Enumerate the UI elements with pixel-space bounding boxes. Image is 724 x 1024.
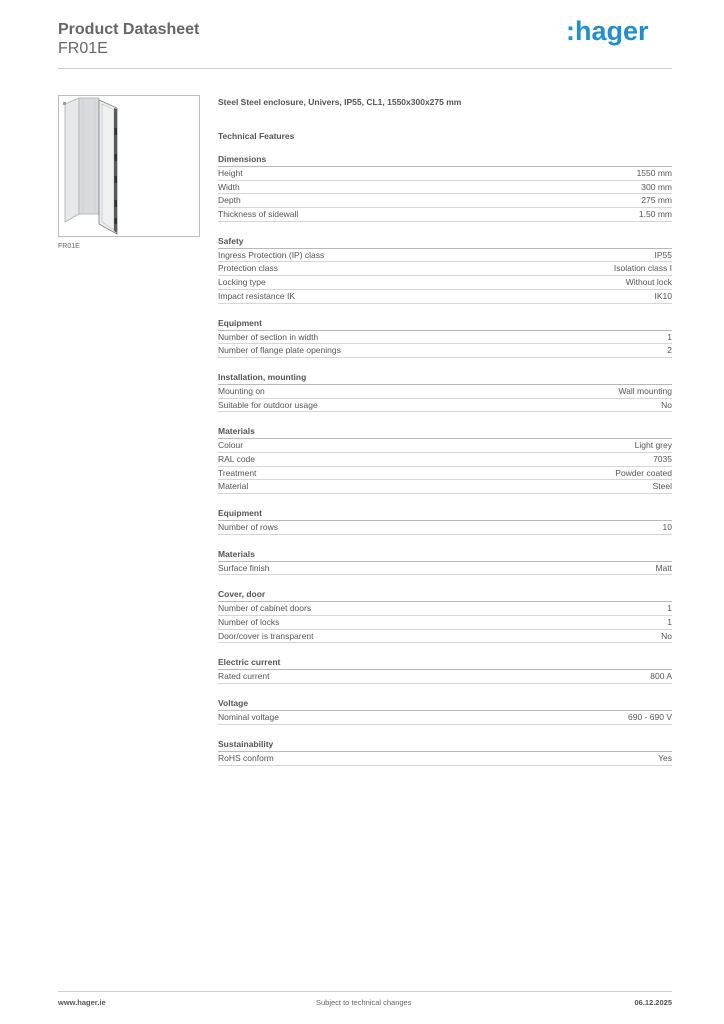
section-title: Installation, mounting [218,372,672,385]
feature-label: Material [218,481,249,492]
feature-value: Yes [658,752,672,763]
feature-label: Thickness of sidewall [218,209,299,220]
section-title: Equipment [218,318,672,331]
feature-value: 1550 mm [636,168,672,178]
feature-section [218,508,672,535]
feature-value: Powder coated [615,467,672,478]
enclosure-illustration [59,96,199,236]
feature-row [218,385,672,399]
feature-row [218,453,672,467]
feature-value: 2 [667,345,672,356]
feature-label: Number of flange plate openings [218,345,341,356]
section-title: Dimensions [218,154,672,167]
feature-section [218,236,672,304]
feature-value: IP55 [654,249,672,260]
feature-label: Number of locks [218,617,280,628]
footer-note: Subject to technical changes [316,998,412,1007]
feature-row [218,290,672,304]
feature-label: Number of rows [218,522,278,532]
feature-row [218,711,672,725]
feature-label: Impact resistance IK [218,290,296,301]
feature-sections [218,154,672,766]
feature-value: No [661,630,672,641]
feature-label: RoHS conform [218,752,274,763]
feature-value: Steel [652,481,672,492]
feature-label: Height [218,168,243,178]
feature-value: 690 - 690 V [628,712,672,723]
feature-label: Mounting on [218,385,265,396]
feature-label: Nominal voltage [218,712,279,723]
feature-section [218,589,672,643]
document-title: Product Datasheet [58,21,200,38]
feature-row [218,616,672,630]
feature-value: 1 [667,603,672,614]
section-title: Materials [218,426,672,439]
feature-section [218,549,672,576]
feature-value: Light grey [634,440,672,451]
feature-section [218,372,672,412]
feature-section [218,657,672,684]
feature-value: IK10 [654,290,672,301]
feature-section [218,698,672,725]
footer-divider [58,991,672,992]
feature-row [218,262,672,276]
logo-text: :hager [566,16,649,46]
feature-row [218,194,672,208]
feature-row [218,276,672,290]
section-title: Equipment [218,508,672,521]
feature-value: 275 mm [641,195,672,206]
section-title: Safety [218,236,672,249]
feature-label: Width [218,181,240,192]
feature-row [218,249,672,263]
feature-label: Protection class [218,263,278,274]
image-caption: FR01E [58,243,80,250]
feature-row [218,630,672,644]
section-title: Voltage [218,698,672,711]
feature-value: 1 [667,331,672,342]
footer-website: www.hager.ie [58,998,106,1007]
datasheet-content [218,96,672,766]
feature-row [218,208,672,222]
feature-section [218,426,672,494]
feature-section [218,318,672,358]
feature-value: 800 A [650,671,672,682]
feature-row [218,480,672,494]
feature-label: Treatment [218,467,257,478]
feature-label: RAL code [218,453,256,464]
section-title: Cover, door [218,589,672,602]
feature-value: 300 mm [641,181,672,192]
product-title: Steel Steel enclosure, Univers, IP55, CL1, 1550x300x275 mm [218,97,462,107]
section-title: Sustainability [218,739,672,752]
feature-section [218,739,672,766]
product-code: FR01E [58,40,108,57]
feature-row [218,344,672,358]
feature-label: Surface finish [218,562,270,573]
feature-value: Matt [655,562,672,573]
feature-label: Door/cover is transparent [218,630,314,641]
technical-features-heading: Technical Features [218,131,295,141]
footer-date: 06.12.2025 [634,998,672,1007]
section-title: Electric current [218,657,672,670]
feature-value: 1 [667,617,672,628]
feature-label: Locking type [218,277,266,288]
feature-label: Suitable for outdoor usage [218,399,318,410]
feature-value: 7035 [653,453,672,464]
feature-row [218,521,672,535]
feature-row [218,752,672,766]
section-title: Materials [218,549,672,562]
feature-section [218,154,672,222]
feature-value: 10 [662,522,672,532]
feature-row [218,399,672,413]
feature-row [218,181,672,195]
feature-row [218,602,672,616]
feature-row [218,167,672,181]
feature-label: Rated current [218,671,270,682]
feature-row [218,562,672,576]
header-divider [58,68,672,69]
feature-value: Isolation class I [613,263,672,274]
feature-row [218,331,672,345]
hager-logo [566,14,658,50]
feature-label: Number of cabinet doors [218,603,312,614]
feature-row [218,467,672,481]
feature-value: Wall mounting [618,385,672,396]
feature-value: 1.50 mm [638,209,672,220]
feature-row [218,670,672,684]
feature-label: Colour [218,440,244,451]
feature-label: Depth [218,195,241,206]
feature-value: Without lock [625,277,672,288]
feature-row [218,439,672,453]
feature-label: Number of section in width [218,331,319,342]
page-header [58,20,199,58]
feature-value: No [661,399,672,410]
feature-label: Ingress Protection (IP) class [218,249,325,260]
product-image [58,95,200,237]
